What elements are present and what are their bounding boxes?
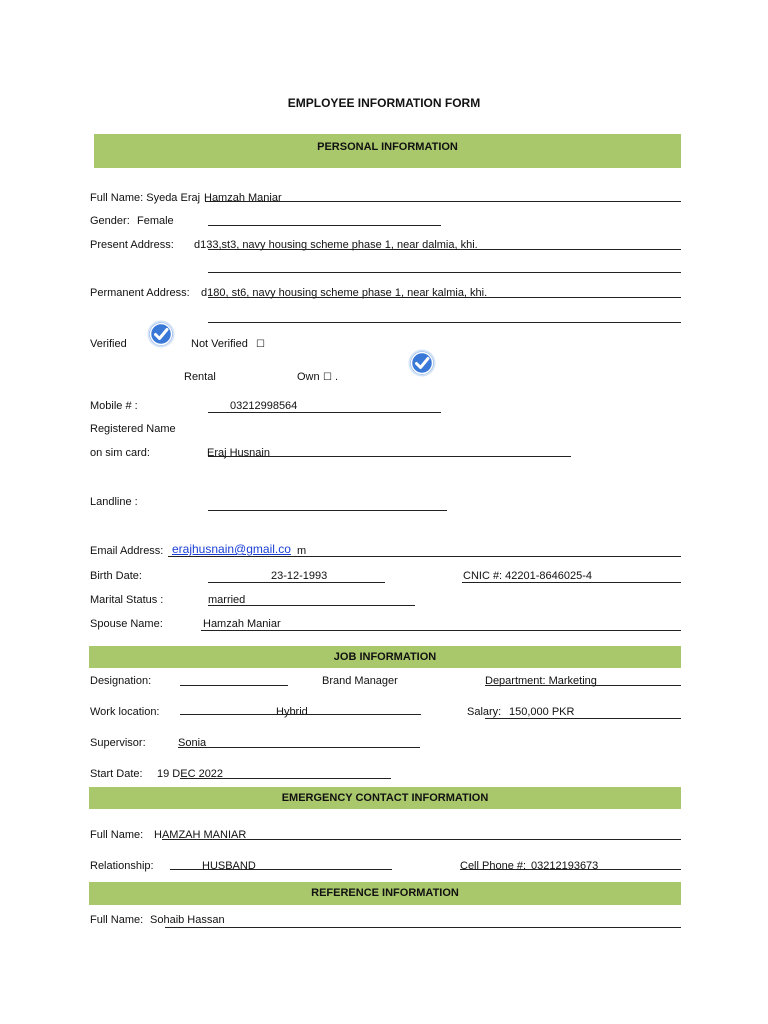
designation-label: Designation:: [90, 675, 152, 687]
marital-status-underline: [208, 605, 415, 606]
email-label: Email Address:: [90, 545, 164, 557]
spouse-name-underline: [201, 630, 681, 631]
relationship-value: HUSBAND: [202, 860, 256, 872]
supervisor-label: Supervisor:: [90, 737, 146, 749]
section-title-personal: PERSONAL INFORMATION: [317, 141, 458, 153]
registered-name-label-2: on sim card:: [90, 447, 150, 459]
email-underline: [168, 556, 681, 557]
permanent-address-value: d180, st6, navy housing scheme phase 1, near kalmia, khi.: [201, 287, 488, 299]
own-check-icon: [408, 349, 436, 377]
full-name-underline: [205, 201, 681, 202]
designation-underline: [180, 685, 288, 686]
verified-check-icon: [147, 320, 175, 348]
salary-value: 150,000 PKR: [509, 706, 575, 718]
gender-value: Female: [137, 215, 174, 227]
reference-full-name-label: Full Name:: [90, 914, 144, 926]
landline-underline: [208, 510, 447, 511]
spouse-name-value: Hamzah Maniar: [203, 618, 281, 630]
section-title-job: JOB INFORMATION: [333, 651, 437, 663]
gender-label: Gender:: [90, 215, 130, 227]
section-header-job: [89, 646, 681, 668]
permanent-address-label: Permanent Address:: [90, 287, 190, 299]
reference-full-name-value: Sohaib Hassan: [150, 914, 225, 926]
gender-underline: [208, 225, 441, 226]
emergency-full-name-label: Full Name:: [90, 829, 144, 841]
email-suffix: m: [297, 545, 307, 557]
department-underline: [485, 685, 681, 686]
emergency-full-name-underline: [162, 839, 681, 840]
work-location-value: Hybrid: [276, 706, 308, 718]
verified-label: Verified: [90, 338, 127, 350]
section-title-emergency: EMERGENCY CONTACT INFORMATION: [281, 792, 489, 804]
rental-label: Rental: [184, 371, 216, 383]
not-verified-checkbox[interactable]: ☐: [256, 339, 265, 350]
full-name-value: Hamzah Maniar: [204, 192, 282, 204]
own-label: Own: [297, 371, 320, 383]
cnic-underline: [462, 582, 681, 583]
registered-name-label: Registered Name: [90, 423, 176, 435]
birth-date-label: Birth Date:: [90, 570, 142, 582]
section-title-reference: REFERENCE INFORMATION: [311, 887, 459, 899]
supervisor-value: Sonia: [178, 737, 207, 749]
mobile-value: 03212998564: [230, 400, 298, 412]
cell-phone-label: Cell Phone #:: [460, 860, 527, 872]
supervisor-underline: [178, 747, 420, 748]
mobile-label: Mobile # :: [90, 400, 138, 412]
present-address-label: Present Address:: [90, 239, 174, 251]
start-date-label: Start Date:: [90, 768, 143, 780]
email-link[interactable]: erajhusnain@gmail.co: [172, 542, 291, 556]
section-header-emergency: [89, 787, 681, 809]
relationship-underline: [170, 869, 392, 870]
present-address-underline: [208, 249, 681, 250]
registered-name-value: Eraj Husnain: [207, 447, 270, 459]
spouse-name-label: Spouse Name:: [90, 618, 163, 630]
designation-value: Brand Manager: [322, 675, 398, 687]
start-date-value: 19 DEC 2022: [157, 768, 224, 780]
permanent-address-underline-2: [208, 322, 681, 323]
cell-phone-underline: [460, 869, 681, 870]
not-verified-label: Not Verified: [191, 338, 248, 350]
present-address-value: d133,st3, navy housing scheme phase 1, near dalmia, khi.: [194, 239, 478, 251]
department-label: Department: Marketing: [485, 675, 597, 687]
landline-label: Landline :: [90, 496, 138, 508]
form-title: EMPLOYEE INFORMATION FORM: [287, 96, 481, 110]
marital-status-label: Marital Status :: [90, 594, 164, 606]
birth-date-value: 23-12-1993: [271, 570, 328, 582]
salary-label: Salary:: [467, 706, 502, 718]
own-checkbox[interactable]: ☐: [323, 372, 332, 383]
mobile-underline: [208, 412, 441, 413]
marital-status-value: married: [208, 594, 246, 606]
start-date-underline: [180, 778, 391, 779]
section-header-personal: [94, 134, 681, 168]
work-location-underline: [180, 714, 421, 715]
emergency-full-name-value: HAMZAH MANIAR: [154, 829, 247, 841]
salary-underline: [485, 718, 681, 719]
work-location-label: Work location:: [90, 706, 160, 718]
full-name-label: Full Name: Syeda Eraj: [90, 192, 201, 204]
registered-name-underline: [208, 456, 571, 457]
relationship-label: Relationship:: [90, 860, 154, 872]
present-address-underline-2: [208, 272, 681, 273]
birth-date-underline: [208, 582, 385, 583]
permanent-address-underline: [208, 297, 681, 298]
reference-full-name-underline: [165, 927, 681, 928]
own-suffix: .: [335, 371, 339, 383]
section-header-reference: [89, 882, 681, 905]
cnic-label: CNIC #: 42201-8646025-4: [463, 570, 593, 582]
cell-phone-value: 03212193673: [531, 860, 599, 872]
